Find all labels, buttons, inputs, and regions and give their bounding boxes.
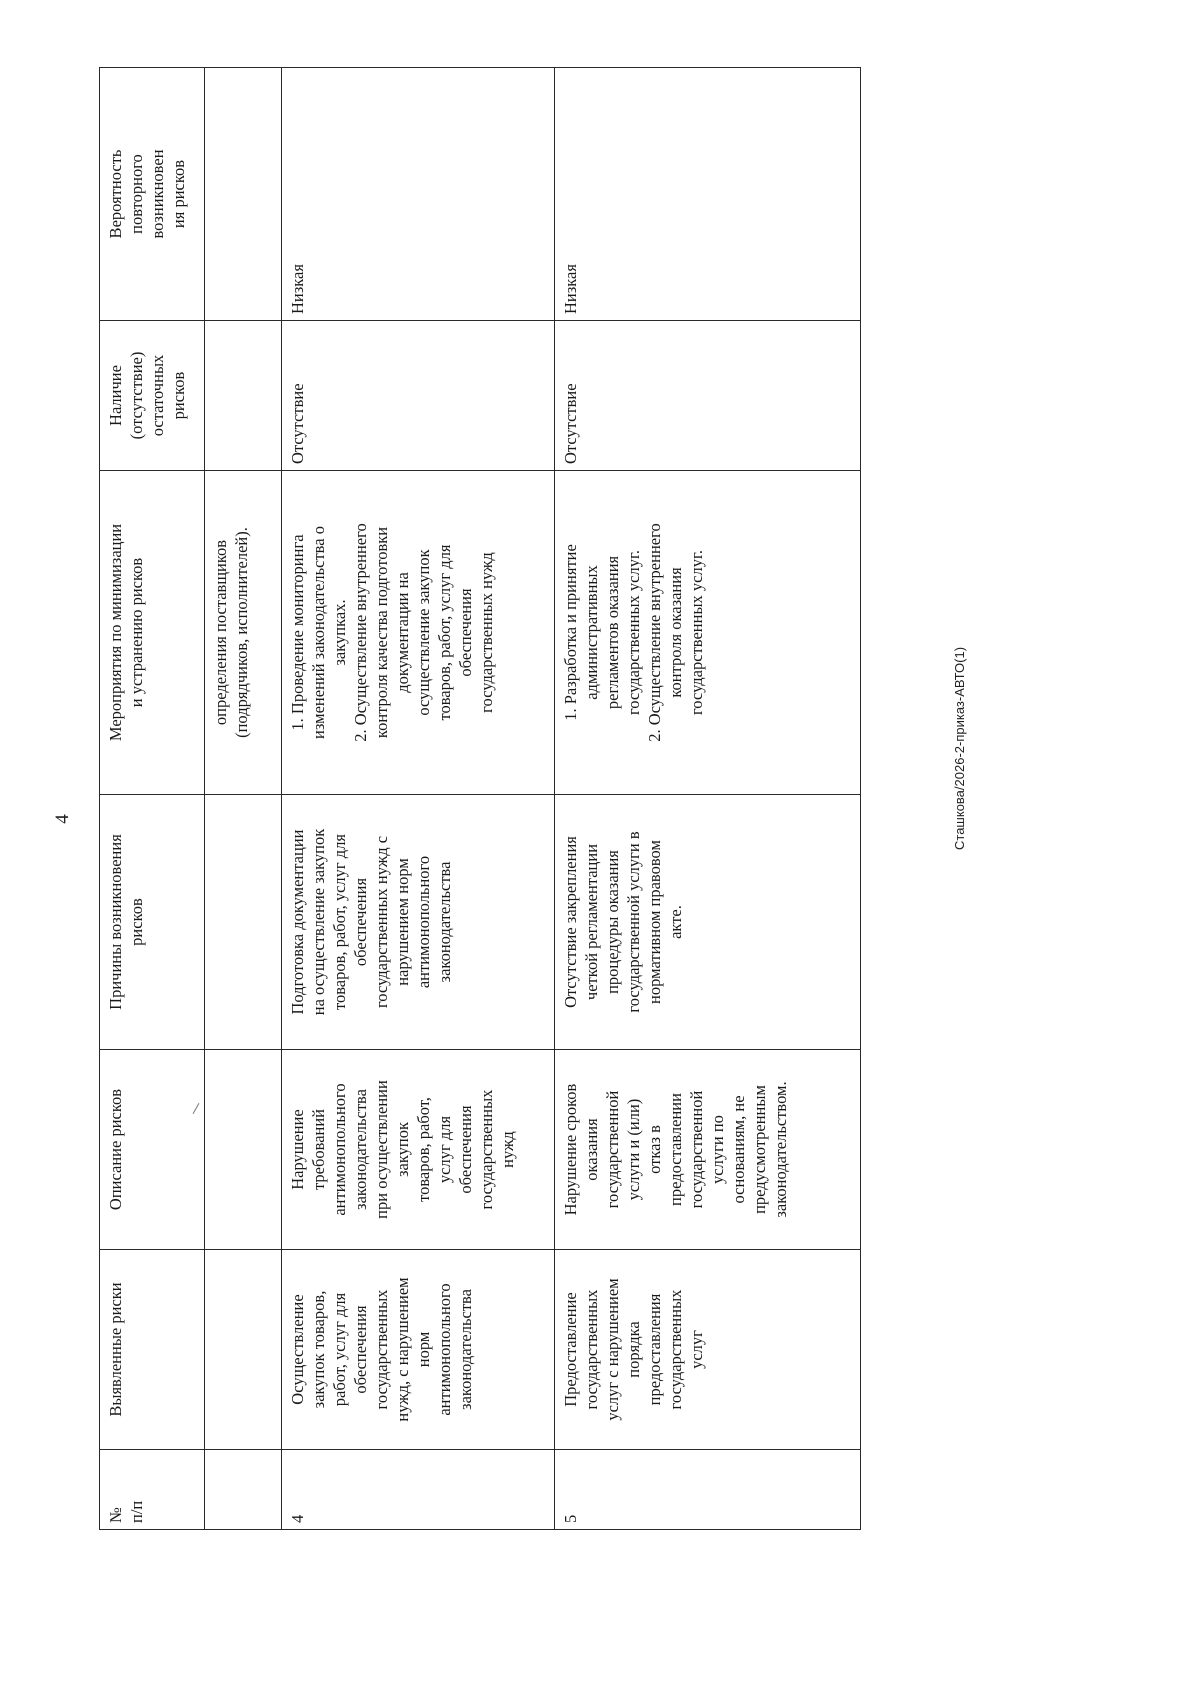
- risk-causes-cell: Подготовка документации на осуществление закупок товаров, работ, услуг для обеспечения государственных нужд с нарушением норм антимонопольного законодательства: [282, 795, 555, 1050]
- header-risk-description: Описание рисков: [100, 1050, 205, 1250]
- table-row: [282, 68, 555, 1530]
- risk-table: [99, 67, 861, 1530]
- table-row-continuation: [205, 68, 282, 1530]
- mitigation-measures-cell: 1. Проведение мониторинга изменений законодательства о закупках. 2. Осуществление внутреннего контроля качества подготовки документации на осуществление закупок товаров, работ, услуг для обеспечения государственных нужд: [282, 471, 555, 795]
- table-header-row: [100, 68, 205, 1530]
- table-row: [555, 68, 861, 1530]
- header-recurrence-probability: Вероятность повторного возникновен ия рисков: [100, 68, 205, 321]
- table-cell: [205, 1450, 282, 1530]
- table-cell: [205, 1050, 282, 1250]
- risk-causes-cell: Отсутствие закрепления четкой регламентации процедуры оказания государственной услуги в нормативном правовом акте.: [555, 795, 861, 1050]
- recurrence-probability-cell: Низкая: [282, 68, 555, 321]
- header-residual-risks: Наличие (отсутствие) остаточных рисков: [100, 321, 205, 471]
- header-mitigation-measures: Мероприятия по минимизации и устранению рисков: [100, 471, 205, 795]
- row-number: 5: [555, 1450, 861, 1530]
- identified-risk-cell: Предоставление государственных услуг с нарушением порядка предоставления государственных услуг: [555, 1250, 861, 1450]
- header-identified-risks: Выявленные риски: [100, 1250, 205, 1450]
- table-cell: [205, 795, 282, 1050]
- continuation-measures-cell: определения поставщиков (подрядчиков, исполнителей).: [205, 471, 282, 795]
- mitigation-measures-cell: 1. Разработка и принятие административных регламентов оказания государственных услуг. 2. Осуществление внутреннего контроля оказания государственных услуг.: [555, 471, 861, 795]
- page-number: 4: [51, 814, 73, 824]
- recurrence-probability-cell: Низкая: [555, 68, 861, 321]
- residual-risk-cell: Отсутствие: [282, 321, 555, 471]
- table-cell: [205, 68, 282, 321]
- table-cell: [205, 321, 282, 471]
- header-num: № п/п: [100, 1450, 205, 1530]
- risk-table-wrapper: [99, 68, 849, 1530]
- table-cell: [205, 1250, 282, 1450]
- footer-filename: Сташкова/2026-2-приказ-АВТО(1): [952, 646, 967, 850]
- row-number: 4: [282, 1450, 555, 1530]
- risk-description-cell: Нарушение требований антимонопольного законодательства при осуществлении закупок товаров, работ, услуг для обеспечения государственных нужд: [282, 1050, 555, 1250]
- residual-risk-cell: Отсутствие: [555, 321, 861, 471]
- risk-description-cell: Нарушение сроков оказания государственной услуги и (или) отказ в предоставлении государственной услуги по основаниям, не предусмотренным законодательством.: [555, 1050, 861, 1250]
- header-risk-causes: Причины возникновения рисков: [100, 795, 205, 1050]
- identified-risk-cell: Осуществление закупок товаров, работ, услуг для обеспечения государственных нужд, с нарушением норм антимонопольного законодательства: [282, 1250, 555, 1450]
